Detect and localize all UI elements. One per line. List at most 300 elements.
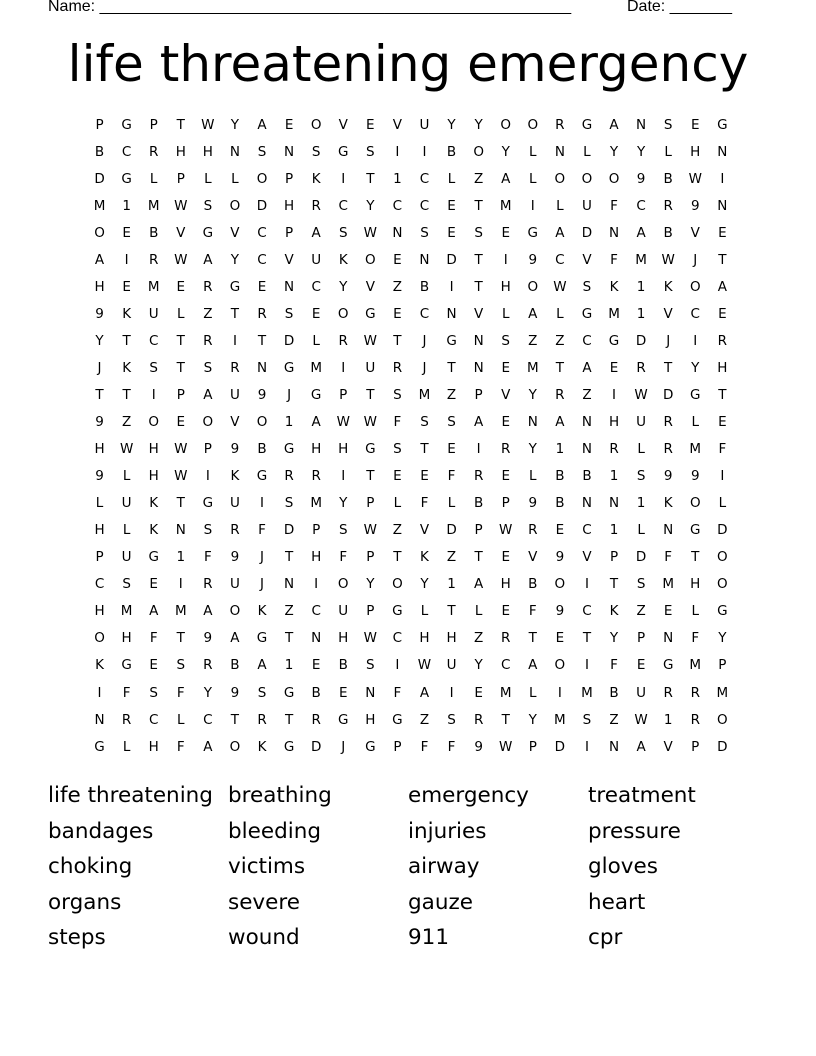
grid-letter: T	[284, 630, 294, 647]
grid-letter: C	[257, 251, 267, 268]
grid-letter: C	[203, 711, 213, 728]
grid-letter: T	[366, 468, 375, 485]
grid-letter: T	[366, 386, 375, 403]
grid-letter: L	[122, 468, 131, 485]
grid-letter: E	[501, 414, 510, 431]
grid-letter: O	[256, 414, 268, 431]
grid-letter: E	[501, 549, 510, 566]
grid-letter: Y	[366, 197, 375, 214]
grid-letter: T	[501, 711, 510, 728]
grid-letter: C	[636, 197, 646, 214]
grid-letter: P	[366, 549, 375, 566]
grid-row	[86, 165, 736, 192]
grid-letter: P	[474, 522, 483, 539]
grid-letter: P	[718, 657, 727, 674]
grid-letter: O	[689, 495, 701, 512]
grid-row	[86, 679, 736, 706]
page-title: life threatening emergency	[67, 35, 749, 93]
grid-letter: B	[663, 224, 673, 241]
grid-letter: E	[447, 224, 456, 241]
grid-letter: J	[260, 549, 264, 566]
grid-letter: 1	[636, 278, 646, 295]
grid-letter: P	[285, 224, 294, 241]
grid-letter: H	[121, 630, 132, 647]
grid-letter: C	[419, 305, 430, 322]
grid-letter: A	[149, 603, 159, 620]
grid-letter: J	[693, 251, 698, 268]
grid-letter: 9	[230, 684, 240, 701]
grid-letter: K	[149, 495, 159, 512]
grid-letter: Z	[528, 332, 538, 349]
grid-letter: M	[689, 657, 702, 674]
grid-letter: 9	[555, 603, 565, 620]
grid-letter: 9	[203, 630, 213, 647]
grid-letter: G	[283, 359, 295, 376]
grid-letter: H	[717, 359, 728, 376]
grid-letter: P	[149, 116, 158, 133]
grid-letter: M	[581, 684, 593, 701]
grid-letter: W	[201, 116, 215, 133]
grid-letter: V	[419, 522, 430, 539]
grid-letter: I	[584, 657, 589, 674]
grid-letter: W	[363, 414, 377, 431]
grid-letter: N	[256, 359, 268, 376]
grid-letter: D	[283, 522, 295, 539]
grid-letter: T	[718, 386, 727, 403]
grid-letter: T	[176, 116, 185, 133]
grid-letter: R	[149, 251, 159, 268]
grid-letter: N	[608, 738, 620, 755]
grid-letter: E	[663, 603, 673, 620]
grid-letter: 9	[257, 386, 267, 403]
grid-letter: N	[554, 143, 565, 160]
grid-letter: J	[97, 359, 102, 376]
grid-letter: G	[256, 468, 268, 485]
grid-letter: P	[339, 386, 348, 403]
grid-letter: G	[581, 305, 593, 322]
grid-letter: L	[529, 684, 537, 701]
grid-letter: H	[148, 441, 159, 458]
grid-letter: D	[635, 332, 647, 349]
grid-letter: L	[718, 495, 727, 512]
grid-letter: A	[203, 738, 213, 755]
grid-letter: H	[365, 711, 376, 728]
grid-letter: V	[528, 549, 538, 566]
grid-letter: E	[447, 441, 456, 458]
word-list-item: victims	[228, 854, 306, 880]
grid-letter: A	[474, 414, 484, 431]
grid-letter: L	[231, 170, 239, 187]
grid-letter: I	[395, 143, 400, 160]
grid-letter: Y	[203, 684, 212, 701]
grid-letter: T	[393, 549, 402, 566]
grid-letter: D	[446, 251, 457, 268]
grid-letter: H	[690, 576, 701, 593]
grid-letter: E	[718, 305, 727, 322]
grid-letter: U	[636, 414, 647, 431]
grid-letter: I	[314, 576, 319, 593]
grid-letter: U	[229, 495, 240, 512]
grid-letter: P	[393, 738, 402, 755]
grid-letter: Z	[446, 549, 457, 566]
grid-letter: S	[338, 224, 348, 241]
grid-letter: D	[256, 197, 268, 214]
grid-letter: O	[554, 170, 566, 187]
grid-letter: B	[609, 684, 619, 701]
grid-letter: 1	[284, 657, 294, 674]
grid-letter: P	[95, 116, 104, 133]
grid-letter: P	[203, 441, 212, 458]
grid-letter: D	[581, 224, 593, 241]
grid-letter: K	[257, 738, 267, 755]
grid-letter: T	[447, 359, 456, 376]
grid-letter: T	[474, 251, 483, 268]
grid-row	[86, 706, 736, 733]
grid-letter: K	[609, 278, 619, 295]
grid-letter: 9	[230, 549, 240, 566]
grid-letter: I	[557, 684, 562, 701]
grid-letter: F	[447, 468, 456, 485]
grid-letter: N	[175, 522, 186, 539]
grid-letter: O	[148, 414, 160, 431]
grid-letter: T	[284, 549, 294, 566]
grid-letter: R	[203, 576, 213, 593]
grid-letter: H	[148, 738, 159, 755]
grid-letter: R	[663, 414, 673, 431]
grid-letter: M	[174, 603, 187, 620]
grid-letter: E	[149, 576, 158, 593]
grid-letter: K	[122, 305, 132, 322]
grid-letter: Y	[501, 143, 510, 160]
grid-letter: R	[149, 143, 159, 160]
grid-letter: C	[121, 143, 132, 160]
grid-row	[86, 571, 736, 598]
grid-letter: I	[693, 332, 698, 349]
word-list-item: life threatening	[48, 783, 213, 809]
grid-letter: Z	[474, 170, 484, 187]
grid-letter: O	[527, 278, 539, 295]
grid-letter: L	[122, 738, 131, 755]
grid-letter: J	[287, 386, 292, 403]
grid-letter: G	[365, 305, 376, 322]
grid-letter: W	[174, 468, 188, 485]
grid-letter: S	[311, 143, 321, 160]
grid-row	[86, 381, 736, 408]
grid-letter: S	[636, 468, 646, 485]
grid-row	[86, 219, 736, 246]
grid-letter: B	[663, 170, 673, 187]
grid-letter: S	[474, 224, 483, 241]
word-list-item: gloves	[588, 854, 658, 880]
grid-letter: N	[608, 224, 620, 241]
grid-letter: L	[556, 197, 564, 214]
grid-letter: B	[311, 684, 321, 701]
grid-letter: C	[257, 224, 267, 241]
grid-letter: K	[122, 359, 132, 376]
grid-letter: R	[203, 278, 213, 295]
word-list-item: wound	[228, 925, 300, 951]
grid-letter: K	[663, 278, 673, 295]
grid-letter: M	[120, 603, 133, 620]
grid-row	[86, 409, 736, 436]
grid-letter: G	[148, 549, 159, 566]
grid-letter: K	[149, 522, 159, 539]
grid-letter: F	[420, 738, 429, 755]
grid-letter: V	[501, 386, 511, 403]
grid-letter: M	[93, 197, 106, 214]
grid-letter: W	[363, 522, 377, 539]
grid-letter: V	[338, 116, 348, 133]
grid-letter: I	[205, 468, 210, 485]
grid-letter: L	[583, 143, 591, 160]
grid-letter: O	[473, 143, 484, 160]
word-list-item: choking	[48, 854, 133, 880]
grid-letter: H	[94, 441, 105, 458]
grid-letter: S	[366, 657, 375, 674]
grid-letter: 9	[95, 414, 104, 431]
grid-letter: H	[311, 441, 322, 458]
grid-letter: I	[449, 278, 454, 295]
grid-letter: 9	[528, 251, 538, 268]
grid-row	[86, 598, 736, 625]
grid-letter: F	[528, 603, 537, 620]
grid-letter: G	[717, 116, 728, 133]
word-list-item: injuries	[408, 818, 487, 844]
grid-letter: R	[690, 684, 700, 701]
grid-letter: I	[476, 441, 481, 458]
grid-letter: E	[718, 224, 727, 241]
grid-letter: P	[528, 738, 537, 755]
grid-letter: S	[447, 414, 456, 431]
grid-letter: H	[690, 143, 701, 160]
grid-letter: W	[688, 170, 702, 187]
grid-letter: W	[499, 738, 513, 755]
grid-letter: K	[257, 603, 267, 620]
grid-letter: 9	[636, 170, 646, 187]
grid-letter: F	[203, 549, 212, 566]
grid-letter: L	[122, 522, 131, 539]
grid-letter: H	[175, 143, 186, 160]
grid-letter: H	[500, 576, 511, 593]
grid-row	[86, 517, 736, 544]
grid-letter: 1	[122, 197, 131, 214]
word-list-row	[48, 849, 788, 885]
grid-letter: E	[311, 305, 321, 322]
grid-letter: O	[554, 576, 566, 593]
grid-letter: H	[338, 441, 349, 458]
grid-letter: Y	[447, 116, 456, 133]
grid-letter: F	[420, 495, 429, 512]
grid-letter: S	[203, 197, 213, 214]
grid-letter: I	[449, 684, 454, 701]
grid-letter: S	[149, 684, 158, 701]
grid-letter: W	[661, 251, 675, 268]
grid-letter: U	[121, 495, 132, 512]
grid-letter: 1	[609, 522, 619, 539]
grid-letter: O	[229, 738, 241, 755]
grid-letter: L	[447, 495, 456, 512]
grid-letter: L	[177, 305, 185, 322]
grid-letter: C	[690, 305, 700, 322]
grid-letter: F	[691, 630, 700, 647]
grid-letter: E	[636, 657, 646, 674]
word-list-item: organs	[48, 889, 122, 915]
grid-letter: J	[260, 576, 264, 593]
grid-letter: R	[528, 522, 538, 539]
grid-letter: N	[284, 576, 295, 593]
grid-row	[86, 436, 736, 463]
grid-letter: K	[338, 251, 348, 268]
grid-letter: C	[148, 332, 159, 349]
grid-letter: E	[501, 603, 510, 620]
grid-letter: E	[420, 468, 429, 485]
grid-row	[86, 463, 736, 490]
grid-letter: W	[363, 224, 377, 241]
grid-letter: M	[147, 197, 160, 214]
grid-letter: O	[229, 197, 241, 214]
grid-row	[86, 246, 736, 273]
grid-letter: O	[717, 711, 728, 728]
grid-letter: T	[284, 711, 294, 728]
grid-letter: Y	[609, 143, 619, 160]
grid-letter: Z	[203, 305, 213, 322]
grid-letter: C	[555, 251, 565, 268]
grid-letter: R	[636, 359, 646, 376]
grid-letter: E	[122, 278, 131, 295]
grid-letter: A	[717, 278, 727, 295]
grid-letter: T	[474, 197, 483, 214]
grid-letter: L	[177, 711, 185, 728]
grid-letter: R	[609, 441, 619, 458]
grid-letter: U	[636, 684, 647, 701]
grid-letter: 9	[474, 738, 483, 755]
grid-letter: W	[634, 711, 648, 728]
grid-letter: I	[260, 495, 264, 512]
grid-letter: S	[149, 359, 158, 376]
grid-letter: N	[419, 251, 430, 268]
grid-letter: R	[392, 359, 403, 376]
grid-letter: D	[310, 738, 322, 755]
grid-letter: R	[501, 630, 511, 647]
grid-letter: V	[230, 224, 240, 241]
grid-letter: N	[581, 441, 592, 458]
grid-letter: C	[582, 332, 592, 349]
grid-letter: I	[178, 576, 183, 593]
grid-letter: W	[174, 441, 188, 458]
letter-grid	[86, 111, 736, 760]
grid-letter: T	[609, 576, 619, 593]
grid-letter: B	[338, 657, 348, 674]
grid-letter: R	[203, 332, 213, 349]
grid-letter: E	[311, 657, 321, 674]
grid-letter: L	[664, 143, 672, 160]
grid-letter: F	[393, 684, 402, 701]
grid-letter: D	[717, 738, 728, 755]
word-list-item: pressure	[588, 818, 681, 844]
grid-letter: O	[94, 224, 105, 241]
grid-letter: D	[662, 386, 674, 403]
grid-letter: B	[474, 495, 484, 512]
grid-letter: F	[122, 684, 131, 701]
grid-letter: G	[202, 495, 214, 512]
grid-letter: Y	[366, 576, 375, 593]
grid-letter: I	[341, 359, 346, 376]
grid-letter: T	[393, 332, 402, 349]
grid-letter: C	[582, 522, 592, 539]
grid-row	[86, 192, 736, 219]
grid-letter: S	[420, 414, 429, 431]
word-list-row	[48, 814, 788, 850]
grid-letter: Y	[528, 711, 537, 728]
grid-letter: Y	[609, 630, 619, 647]
grid-letter: R	[230, 359, 240, 376]
grid-letter: I	[341, 468, 346, 485]
grid-letter: J	[422, 359, 427, 376]
grid-letter: P	[366, 603, 375, 620]
grid-letter: L	[474, 603, 483, 620]
grid-letter: P	[95, 549, 104, 566]
grid-letter: L	[691, 414, 700, 431]
grid-letter: Y	[474, 116, 483, 133]
grid-letter: A	[203, 386, 213, 403]
grid-letter: F	[447, 738, 456, 755]
grid-letter: W	[336, 414, 350, 431]
grid-letter: F	[610, 251, 618, 268]
grid-letter: F	[610, 197, 618, 214]
grid-letter: S	[257, 684, 267, 701]
grid-letter: V	[582, 251, 592, 268]
grid-letter: N	[608, 495, 620, 512]
grid-letter: T	[474, 278, 483, 295]
grid-letter: M	[635, 251, 647, 268]
grid-letter: U	[446, 657, 457, 674]
grid-letter: N	[284, 143, 295, 160]
grid-letter: W	[174, 251, 188, 268]
grid-letter: R	[717, 332, 728, 349]
grid-letter: S	[663, 116, 673, 133]
grid-letter: L	[637, 441, 645, 458]
grid-letter: O	[554, 657, 566, 674]
grid-letter: M	[499, 197, 512, 214]
grid-letter: F	[176, 738, 185, 755]
grid-letter: N	[473, 332, 484, 349]
grid-letter: G	[690, 522, 701, 539]
grid-letter: I	[720, 170, 725, 187]
grid-letter: V	[663, 738, 673, 755]
grid-letter: E	[176, 414, 186, 431]
grid-letter: H	[94, 603, 105, 620]
grid-letter: S	[447, 711, 456, 728]
grid-letter: H	[608, 414, 620, 431]
grid-letter: K	[230, 468, 240, 485]
grid-letter: B	[257, 441, 267, 458]
grid-letter: Y	[95, 332, 104, 349]
grid-letter: B	[582, 468, 592, 485]
grid-letter: Z	[392, 522, 403, 539]
grid-letter: B	[419, 278, 430, 295]
grid-letter: E	[338, 684, 348, 701]
grid-letter: U	[338, 603, 349, 620]
name-field-label: Name: _____________________________________________________	[48, 0, 572, 15]
grid-letter: O	[689, 278, 701, 295]
grid-letter: L	[529, 170, 537, 187]
grid-letter: A	[203, 603, 213, 620]
grid-letter: L	[204, 170, 212, 187]
grid-letter: V	[284, 251, 294, 268]
grid-letter: M	[147, 278, 160, 295]
grid-letter: Z	[582, 386, 592, 403]
grid-row	[86, 327, 736, 354]
